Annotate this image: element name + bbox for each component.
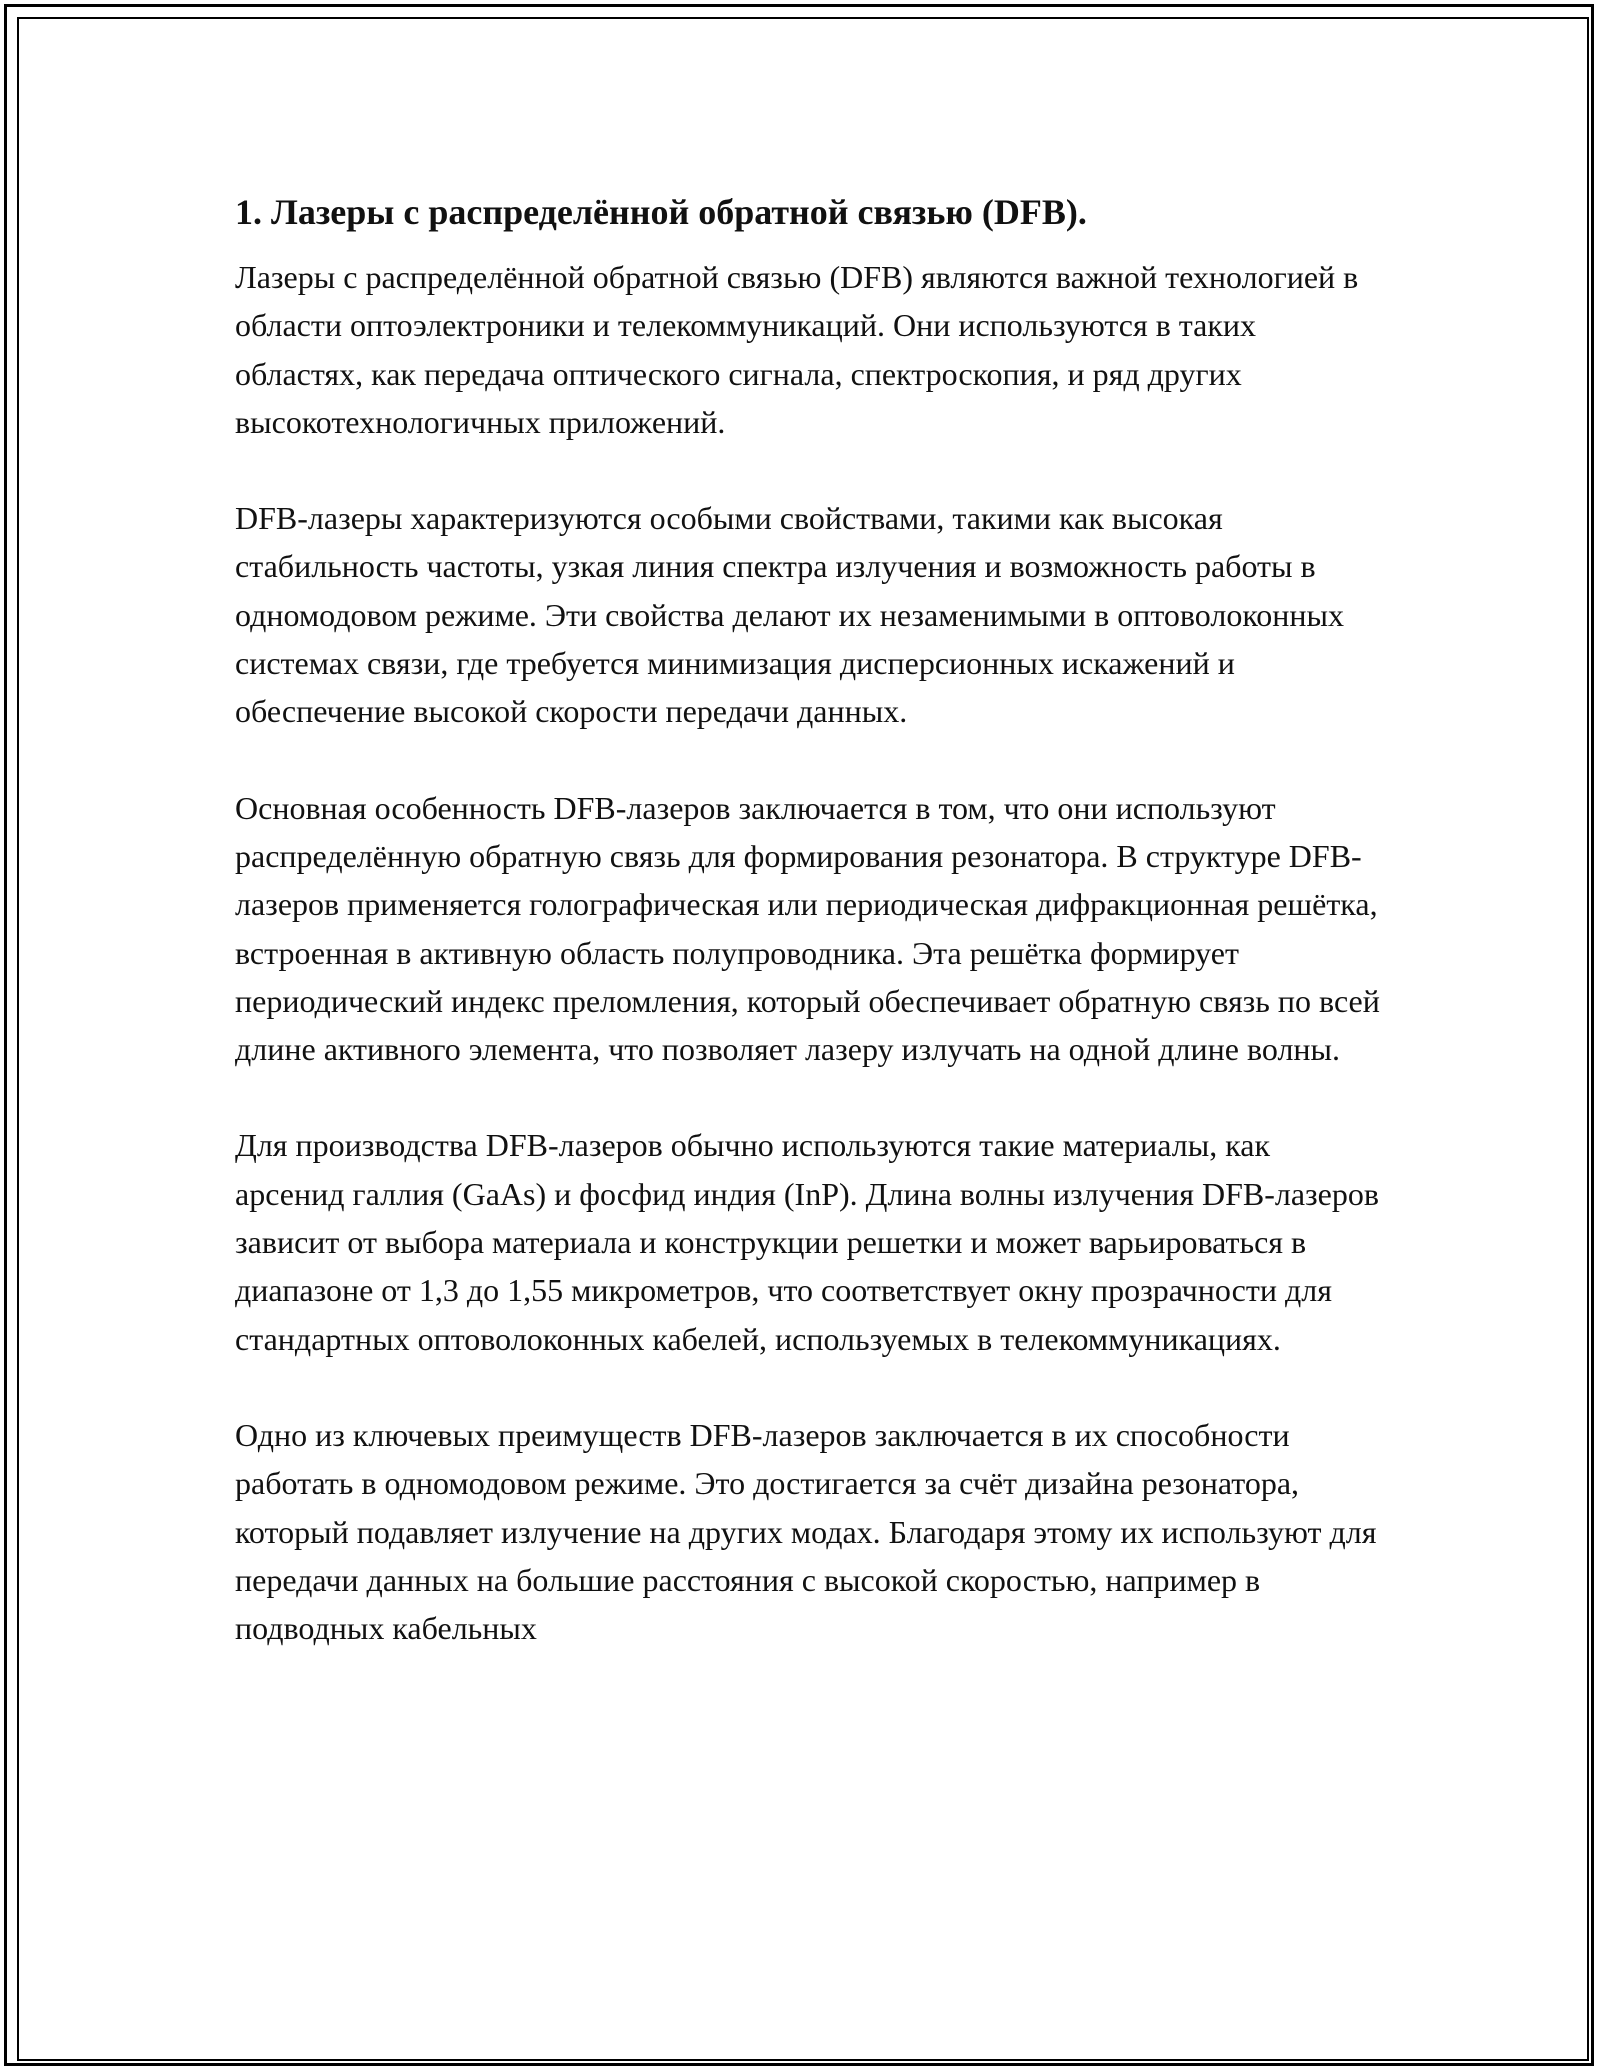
paragraph-materials: Для производства DFB-лазеров обычно используются такие материалы, как арсенид галлия (GaAs) и фосфид индия (InP). Длина волны излучения DFB-лазеров зависит от выбора материала и конструкции решетки и может варьироваться в диапазоне от 1,3 до 1,55 микрометров, что соответствует окну прозрачности для стандартных оптоволоконных кабелей, используемых в телекоммуникациях.: [235, 1127, 1379, 1357]
document-body: [235, 188, 1385, 1700]
paragraph-intro: Лазеры с распределённой обратной связью (DFB) являются важной технологией в области оптоэлектроники и телекоммуникаций. Они используются в таких областях, как передача оптического сигнала, спектроскопия, и ряд других высокотехнологичных приложений.: [235, 259, 1359, 440]
section-heading: 1. Лазеры с распределённой обратной связью (DFB).: [235, 192, 1087, 232]
paragraph-feedback-principle: Основная особенность DFB-лазеров заключается в том, что они используют распределённую обратную связь для формирования резонатора. В структуре DFB-лазеров применяется голографическая или периодическая дифракционная решётка, встроенная в активную область полупроводника. Эта решётка формирует периодический индекс преломления, который обеспечивает обратную связь по всей длине активного элемента, что позволяет лазеру излучать на одной длине волны.: [235, 789, 1380, 1068]
paragraph-properties: DFB-лазеры характеризуются особыми свойствами, такими как высокая стабильность частоты, узкая линия спектра излучения и возможность работы в одномодовом режиме. Эти свойства делают их незаменимыми в оптоволоконных системах связи, где требуется минимизация дисперсионных искажений и обеспечение высокой скорости передачи данных.: [235, 500, 1344, 730]
paragraph-single-mode: Одно из ключевых преимуществ DFB-лазеров заключается в их способности работать в одномодовом режиме. Это достигается за счёт дизайна резонатора, который подавляет излучение на других модах. Благодаря этому их используют для передачи данных на большие расстояния с высокой скоростью, например в подводных кабельных: [235, 1416, 1377, 1647]
